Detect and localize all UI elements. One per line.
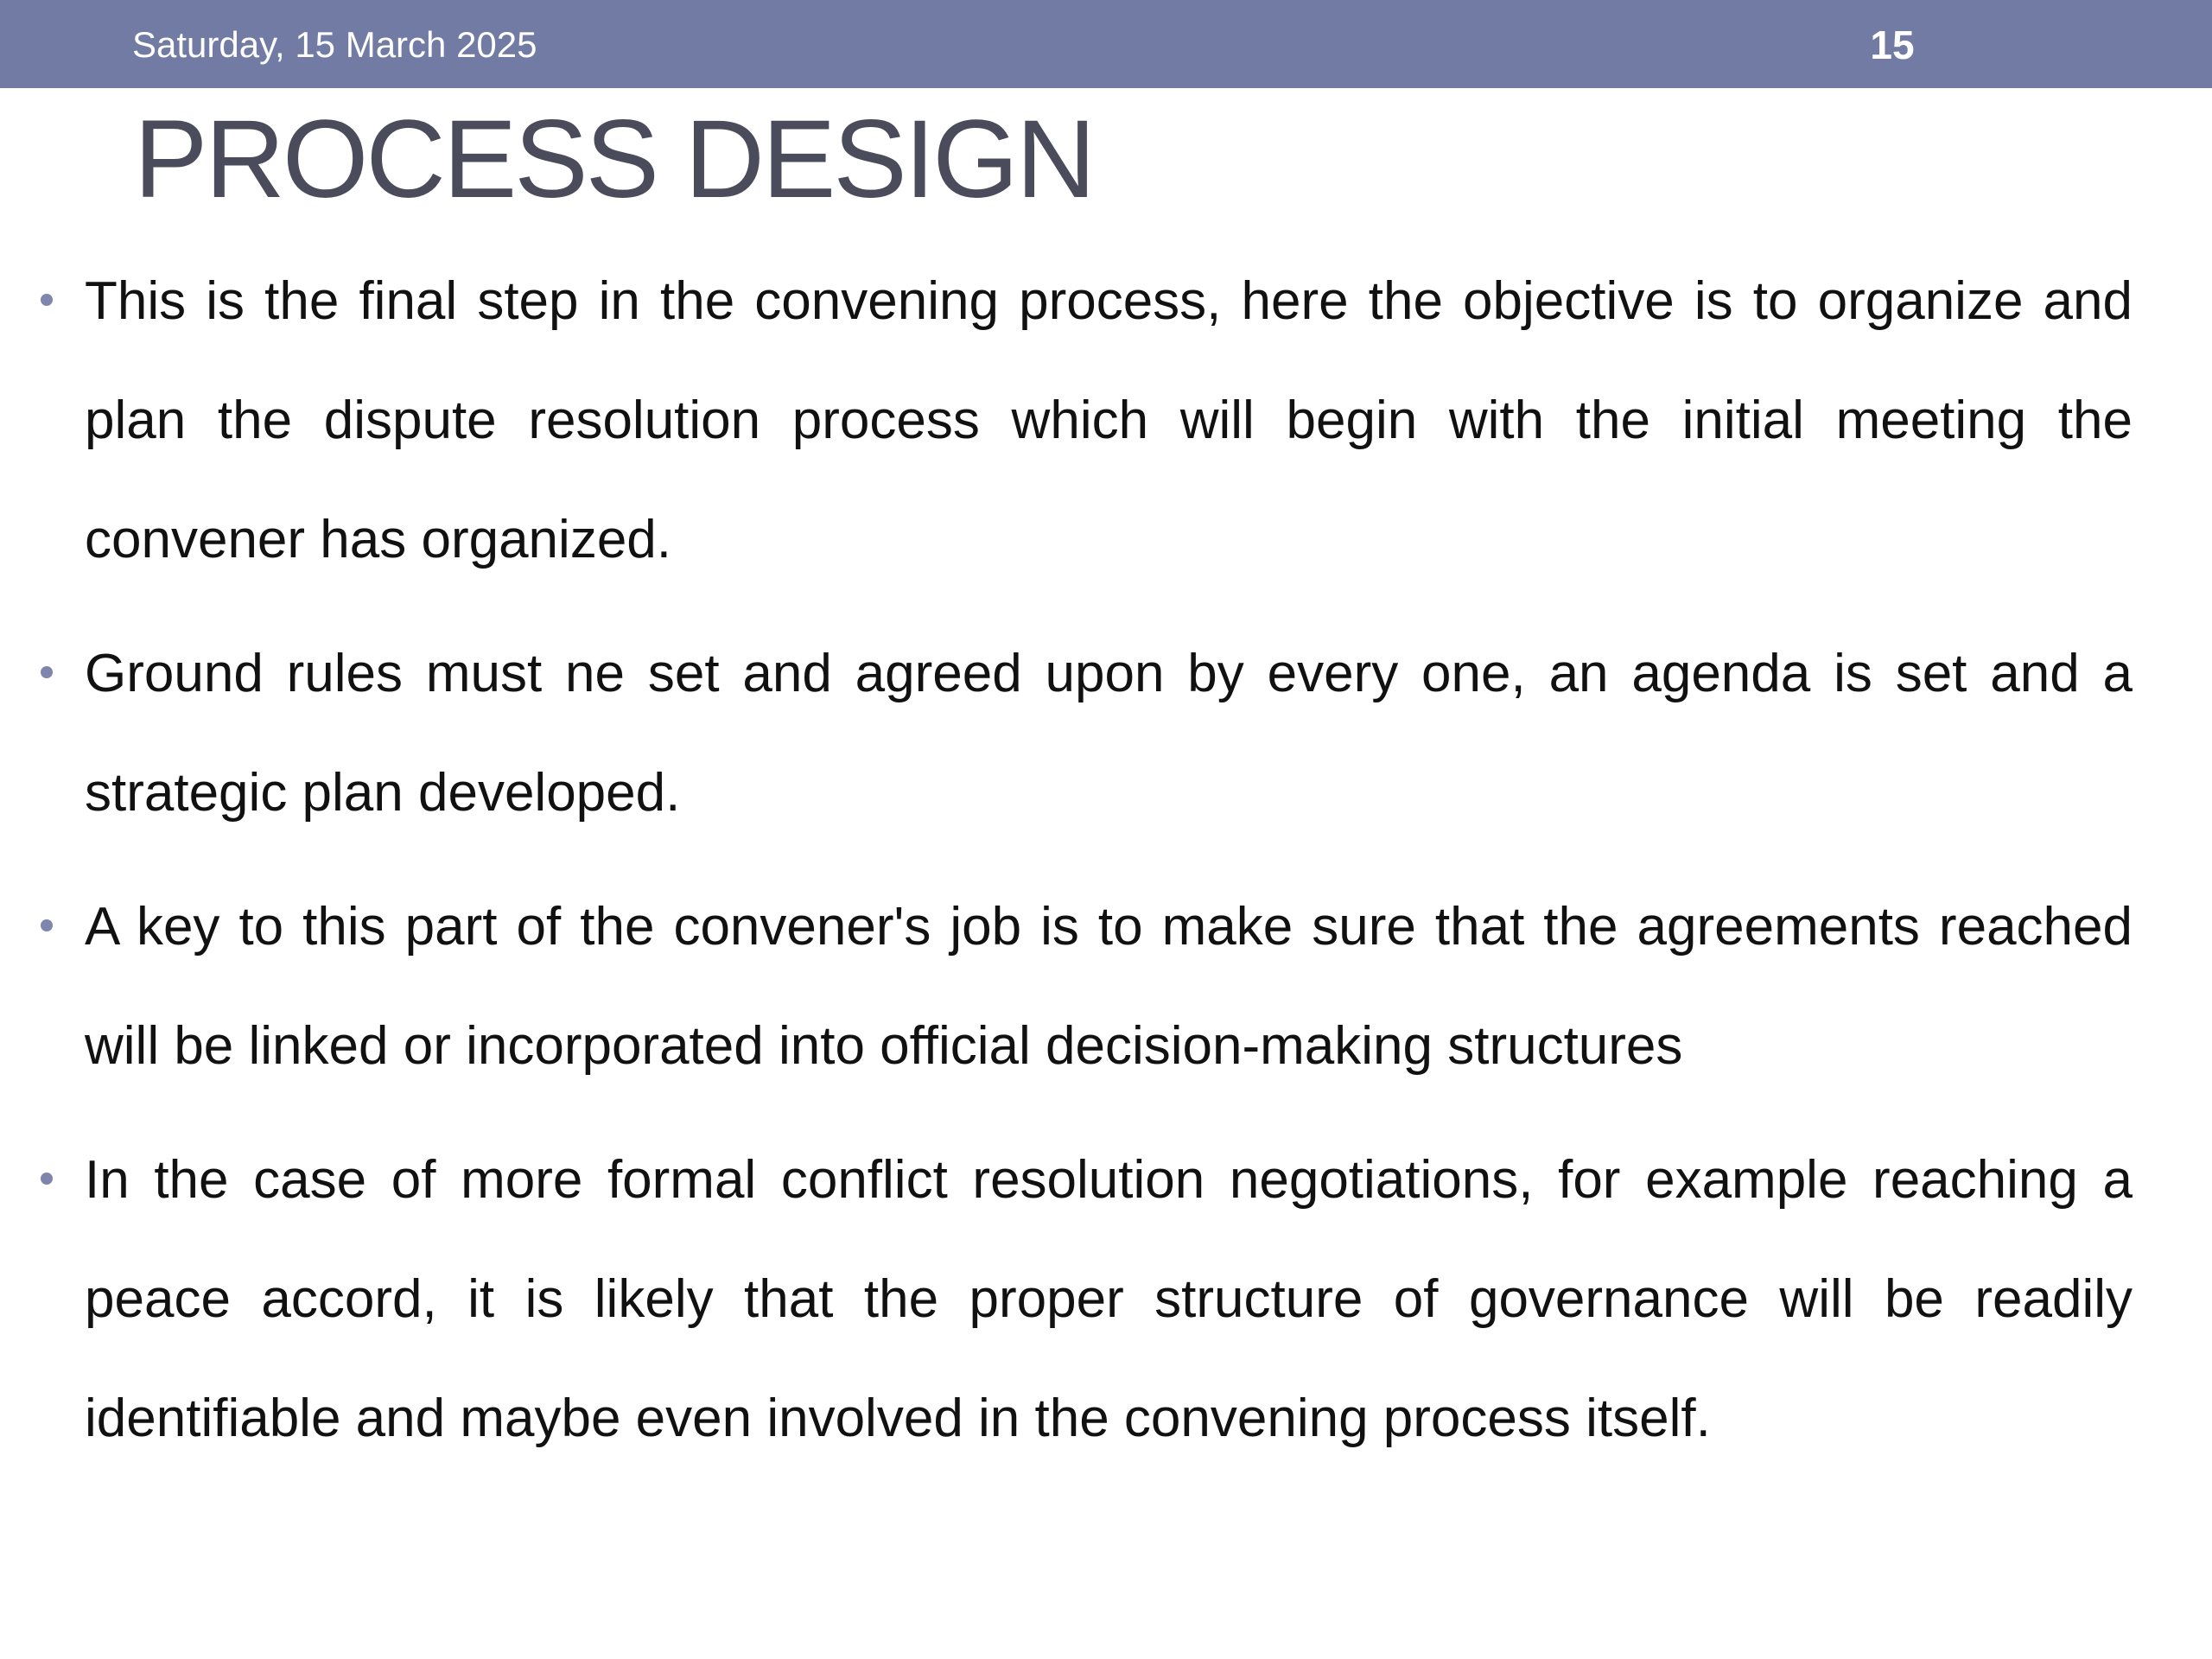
bullet-marker-icon	[41, 1173, 53, 1185]
bullet-marker-icon	[41, 919, 53, 931]
bullet-text: Ground rules must ne set and agreed upon by every one, an agenda is set and a strategic plan developed.	[85, 644, 2133, 823]
bullet-item	[85, 242, 2133, 600]
slide-date: Saturday, 15 March 2025	[132, 24, 537, 65]
bullet-list	[0, 242, 2212, 1493]
bullet-marker-icon	[41, 666, 53, 678]
slide-number: 15	[1870, 22, 1915, 67]
bullet-text: A key to this part of the convener's job is to make sure that the agreements reached will be linked or incorporated into official decision-making structures	[85, 897, 2133, 1076]
bullet-text: In the case of more formal conflict resolution negotiations, for example reaching a peace accord, it is likely that the proper structure of governance will be readily identifiable and maybe even involved in the convening process itself.	[85, 1150, 2133, 1448]
bullet-text: This is the final step in the convening process, here the objective is to organize and plan the dispute resolution process which will begin with the initial meeting the convener has organized.	[85, 271, 2133, 569]
bullet-item	[85, 1121, 2133, 1478]
slide-title: PROCESS DESIGN	[134, 98, 1094, 221]
bullet-item	[85, 868, 2133, 1106]
header-bar	[0, 0, 2212, 88]
bullet-marker-icon	[41, 294, 53, 306]
bullet-item	[85, 614, 2133, 853]
